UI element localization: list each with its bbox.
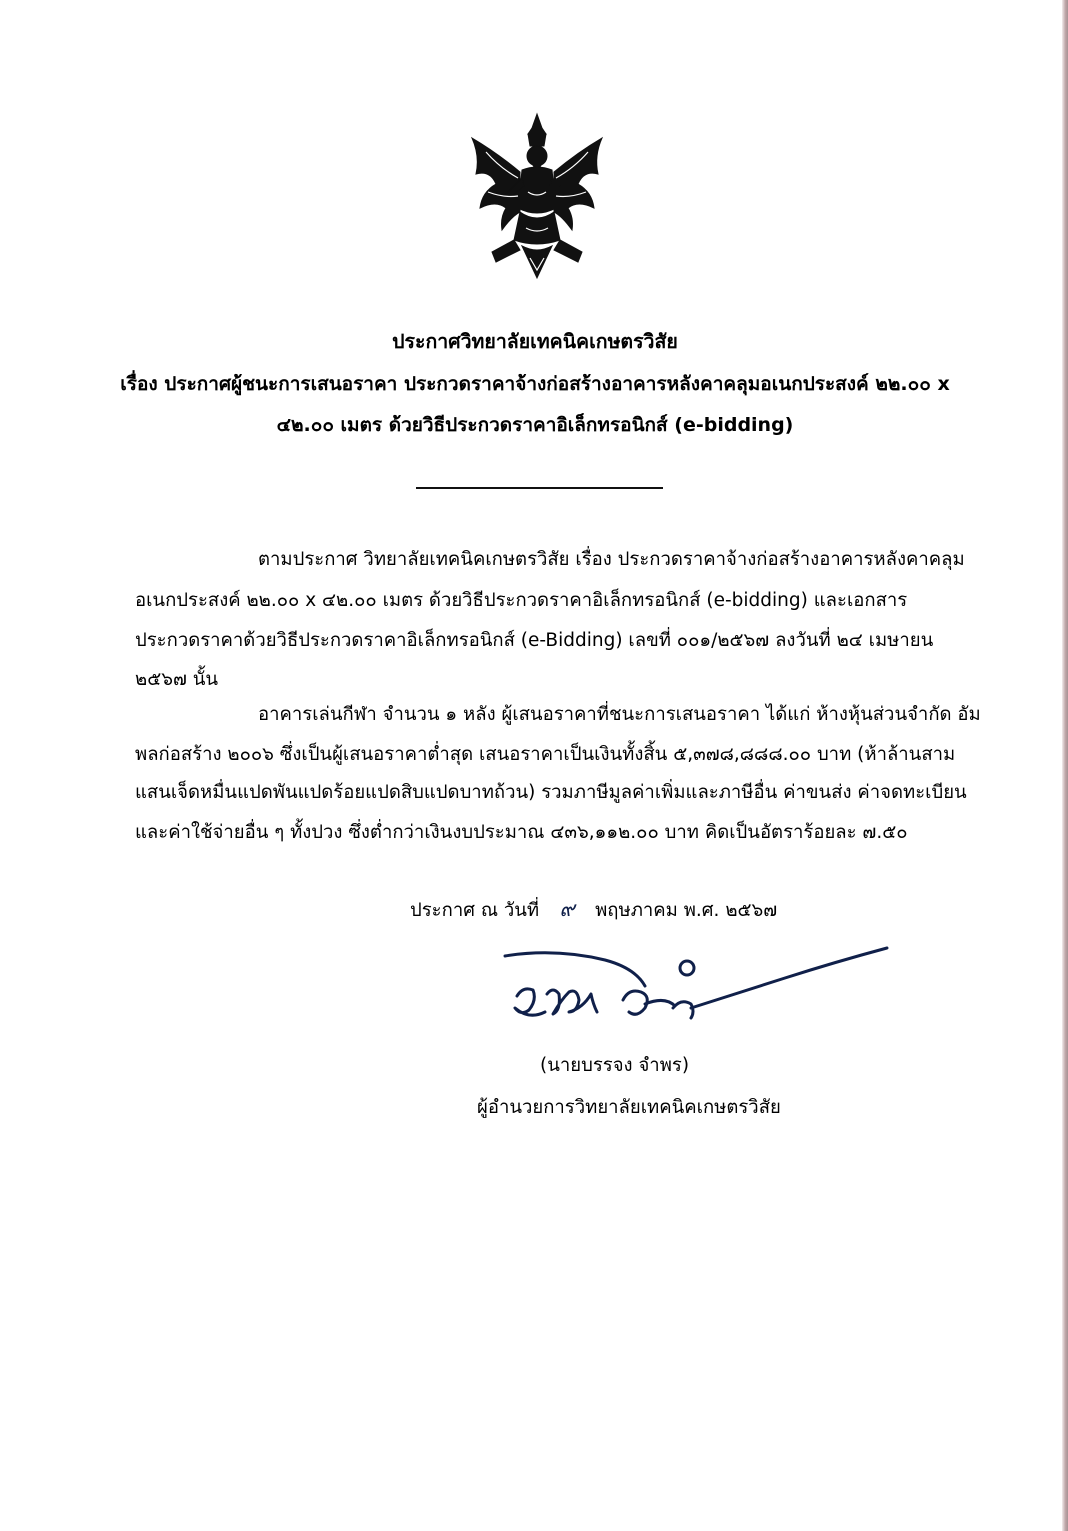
paragraph-1-line: อเนกประสงค์ ๒๒.๐๐ x ๔๒.๐๐ เมตร ด้วยวิธีประกวดราคาอิเล็กทรอนิกส์ (e-bidding) และเอกสาร xyxy=(135,590,908,611)
paragraph-1-line: ประกวดราคาด้วยวิธีประกวดราคาอิเล็กทรอนิกส์ (e-Bidding) เลขที่ ๐๐๑/๒๕๖๗ ลงวันที่ ๒๔ เมษายน xyxy=(135,630,934,651)
handwritten-signature-icon xyxy=(495,938,895,1038)
paragraph-1-line: ตามประกาศ วิทยาลัยเทคนิคเกษตรวิสัย เรื่อง ประกวดราคาจ้างก่อสร้างอาคารหลังคาคลุม xyxy=(258,549,965,570)
garuda-emblem-icon xyxy=(466,112,608,282)
date-prefix: ประกาศ ณ วันที่ xyxy=(410,900,540,921)
date-suffix: พฤษภาคม พ.ศ. ๒๕๖๗ xyxy=(595,900,778,921)
heading-divider xyxy=(416,487,663,489)
page-edge xyxy=(1062,0,1068,1531)
paragraph-2-line: อาคารเล่นกีฬา จำนวน ๑ หลัง ผู้เสนอราคาที่ชนะการเสนอราคา ได้แก่ ห้างหุ้นส่วนจำกัด อัม xyxy=(258,704,981,725)
subject-line-2: ๔๒.๐๐ เมตร ด้วยวิธีประกวดราคาอิเล็กทรอนิกส์ (e-bidding) xyxy=(276,414,794,436)
paragraph-1-line: ๒๕๖๗ นั้น xyxy=(135,669,219,690)
subject-line-1: เรื่อง ประกาศผู้ชนะการเสนอราคา ประกวดราคาจ้างก่อสร้างอาคารหลังคาคลุมอเนกประสงค์ ๒๒.๐๐ x xyxy=(120,373,950,395)
date-day: ๙ xyxy=(559,897,575,921)
paragraph-2-line: พลก่อสร้าง ๒๐๐๖ ซึ่งเป็นผู้เสนอราคาต่ำสุด เสนอราคาเป็นเงินทั้งสิ้น ๕,๓๗๘,๘๘๘.๐๐ บาท (ห้าล้านสาม xyxy=(135,744,956,765)
paragraph-2-line: แสนเจ็ดหมื่นแปดพันแปดร้อยแปดสิบแปดบาทถ้วน) รวมภาษีมูลค่าเพิ่มและภาษีอื่น ค่าขนส่ง ค่าจดทะเบียน xyxy=(135,782,967,803)
signer-title: ผู้อำนวยการวิทยาลัยเทคนิคเกษตรวิสัย xyxy=(477,1097,781,1118)
paragraph-2-line: และค่าใช้จ่ายอื่น ๆ ทั้งปวง ซึ่งต่ำกว่าเงินงบประมาณ ๔๓๖,๑๑๒.๐๐ บาท คิดเป็นอัตราร้อยละ ๗.๕๐ xyxy=(135,822,908,843)
announcement-date xyxy=(410,893,777,926)
announcement-heading: ประกาศวิทยาลัยเทคนิคเกษตรวิสัย xyxy=(392,330,678,353)
signer-name: (นายบรรจง จำพร) xyxy=(540,1055,690,1076)
